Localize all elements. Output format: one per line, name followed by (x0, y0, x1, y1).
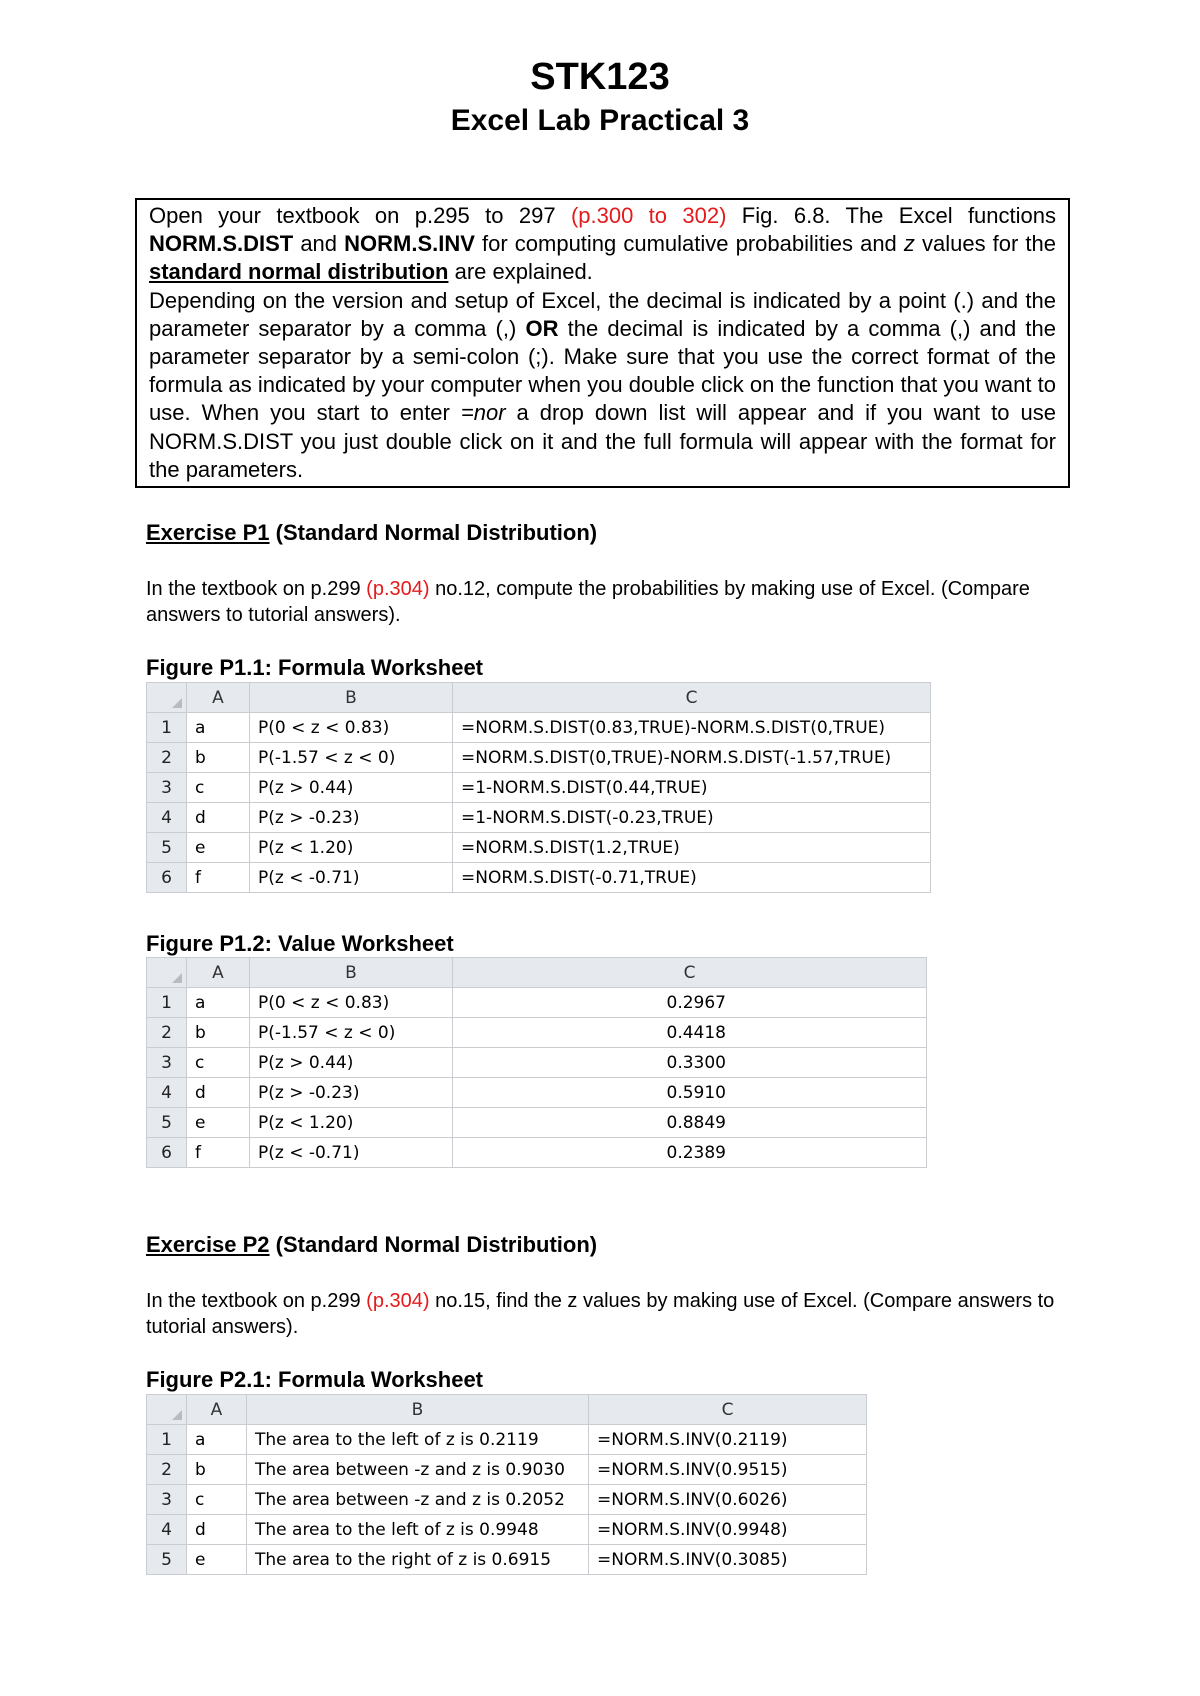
column-header-row (147, 683, 931, 713)
cell-a[interactable]: e (187, 1545, 247, 1575)
cell-c[interactable]: 0.8849 (453, 1108, 927, 1138)
row-header[interactable]: 3 (147, 773, 187, 803)
cell-b[interactable]: P(0 < z < 0.83) (250, 713, 453, 743)
cell-b[interactable]: P(z > 0.44) (250, 1048, 453, 1078)
table-row (147, 1108, 927, 1138)
table-row (147, 773, 931, 803)
cell-a[interactable]: f (187, 1138, 250, 1168)
row-header[interactable]: 5 (147, 1108, 187, 1138)
cell-c[interactable]: =1-NORM.S.DIST(0.44,TRUE) (453, 773, 931, 803)
cell-a[interactable]: a (187, 713, 250, 743)
column-header-c[interactable]: C (453, 958, 927, 988)
standard-normal-term: standard normal distribution (149, 259, 449, 285)
cell-b[interactable]: The area to the right of z is 0.6915 (247, 1545, 589, 1575)
exercise-p2-heading: Exercise P2 (Standard Normal Distribution) (146, 1232, 598, 1257)
table-row (147, 743, 931, 773)
cell-c[interactable]: =NORM.S.DIST(0,TRUE)-NORM.S.DIST(-1.57,TRUE) (453, 743, 931, 773)
cell-b[interactable]: P(z > -0.23) (250, 803, 453, 833)
sheet-p1-formula (146, 682, 931, 893)
table-row (147, 833, 931, 863)
cell-a[interactable]: f (187, 863, 250, 893)
cell-a[interactable]: b (187, 1018, 250, 1048)
figure-p2-1-caption: Figure P2.1: Formula Worksheet (146, 1367, 484, 1392)
cell-a[interactable]: e (187, 1108, 250, 1138)
cell-c[interactable]: =1-NORM.S.DIST(-0.23,TRUE) (453, 803, 931, 833)
course-code: STK123 (530, 56, 670, 98)
row-header[interactable]: 1 (147, 713, 187, 743)
table-row (147, 713, 931, 743)
table-row (147, 1515, 867, 1545)
cell-a[interactable]: d (187, 1078, 250, 1108)
table-row (147, 1425, 867, 1455)
column-header-a[interactable]: A (187, 683, 250, 713)
table-row (147, 1455, 867, 1485)
column-header-a[interactable]: A (187, 1395, 247, 1425)
cell-b[interactable]: P(-1.57 < z < 0) (250, 743, 453, 773)
cell-b[interactable]: P(0 < z < 0.83) (250, 988, 453, 1018)
column-header-a[interactable]: A (187, 958, 250, 988)
cell-c[interactable]: =NORM.S.DIST(0.83,TRUE)-NORM.S.DIST(0,TRUE) (453, 713, 931, 743)
cell-c[interactable]: =NORM.S.INV(0.9948) (589, 1515, 867, 1545)
row-header[interactable]: 2 (147, 1018, 187, 1048)
column-header-row (147, 1395, 867, 1425)
cell-c[interactable]: =NORM.S.DIST(-0.71,TRUE) (453, 863, 931, 893)
cell-b[interactable]: P(z > -0.23) (250, 1078, 453, 1108)
cell-b[interactable]: The area to the left of z is 0.9948 (247, 1515, 589, 1545)
cell-c[interactable]: =NORM.S.INV(0.3085) (589, 1545, 867, 1575)
sheet-p1-value (146, 957, 927, 1168)
cell-a[interactable]: a (187, 1425, 247, 1455)
cell-a[interactable]: c (187, 773, 250, 803)
table-row (147, 1078, 927, 1108)
cell-b[interactable]: The area between -z and z is 0.9030 (247, 1455, 589, 1485)
select-all-corner[interactable] (147, 683, 187, 713)
table-row (147, 1018, 927, 1048)
cell-b[interactable]: P(z < 1.20) (250, 833, 453, 863)
exercise-p1-text: In the textbook on p.299 (p.304) no.12, compute the probabilities by making use of Excel. (Compare answers to tutorial answers). (146, 578, 1030, 626)
row-header[interactable]: 4 (147, 1515, 187, 1545)
row-header[interactable]: 2 (147, 1455, 187, 1485)
cell-c[interactable]: =NORM.S.INV(0.9515) (589, 1455, 867, 1485)
cell-c[interactable]: 0.3300 (453, 1048, 927, 1078)
row-header[interactable]: 6 (147, 1138, 187, 1168)
column-header-b[interactable]: B (247, 1395, 589, 1425)
cell-b[interactable]: P(z < -0.71) (250, 863, 453, 893)
cell-c[interactable]: =NORM.S.DIST(1.2,TRUE) (453, 833, 931, 863)
cell-a[interactable]: c (187, 1048, 250, 1078)
cell-b[interactable]: P(z < 1.20) (250, 1108, 453, 1138)
row-header[interactable]: 1 (147, 1425, 187, 1455)
fn-norm-s-dist: NORM.S.DIST (149, 231, 294, 257)
row-header[interactable]: 5 (147, 1545, 187, 1575)
cell-b[interactable]: The area between -z and z is 0.2052 (247, 1485, 589, 1515)
page-title: Excel Lab Practical 3 (450, 104, 750, 137)
table-row (147, 1545, 867, 1575)
column-header-b[interactable]: B (250, 683, 453, 713)
exercise-p2-text: In the textbook on p.299 (p.304) no.15, find the z values by making use of Excel. (Compare answers to tutorial answers). (146, 1290, 1055, 1338)
row-header[interactable]: 4 (147, 1078, 187, 1108)
select-all-corner[interactable] (147, 1395, 187, 1425)
column-header-row (147, 958, 927, 988)
cell-b[interactable]: The area to the left of z is 0.2119 (247, 1425, 589, 1455)
instruction-box (135, 198, 1070, 488)
select-all-corner[interactable] (147, 958, 187, 988)
row-header[interactable]: 1 (147, 988, 187, 1018)
cell-a[interactable]: b (187, 1455, 247, 1485)
instruction-para-1: Open your textbook on p.295 to 297 (p.300 to 302) Fig. 6.8. The Excel functions NORM.S.DIST and NORM.S.INV for computing cumulative probabilities and z values for the standard normal distribution are explained. (149, 203, 1057, 285)
cell-a[interactable]: e (187, 833, 250, 863)
instruction-para-2: Depending on the version and setup of Excel, the decimal is indicated by a point (.) and the parameter separator by a comma (,) OR the decimal is indicated by a comma (,) and the parameter separator by a semi-colon (;). Make sure that you use the correct format of the formula as indicated by your computer when you double click on the function that you want to use. When you start to enter =nor a drop down list will appear and if you want to use NORM.S.DIST you just double click on it and the full formula will appear with the format for the parameters. (149, 287, 1056, 482)
cell-c[interactable]: 0.2389 (453, 1138, 927, 1168)
figure-p1-1-caption: Figure P1.1: Formula Worksheet (146, 655, 484, 680)
column-header-c[interactable]: C (453, 683, 931, 713)
table-row (147, 803, 931, 833)
cell-a[interactable]: d (187, 803, 250, 833)
figure-p1-2-caption: Figure P1.2: Value Worksheet (146, 931, 454, 956)
cell-c[interactable]: 0.2967 (453, 988, 927, 1018)
cell-c[interactable]: =NORM.S.INV(0.6026) (589, 1485, 867, 1515)
cell-c[interactable]: 0.4418 (453, 1018, 927, 1048)
row-header[interactable]: 3 (147, 1485, 187, 1515)
table-row (147, 1138, 927, 1168)
row-header[interactable]: 2 (147, 743, 187, 773)
row-header[interactable]: 5 (147, 833, 187, 863)
row-header[interactable]: 6 (147, 863, 187, 893)
sheet-p2-formula (146, 1394, 867, 1575)
table-row (147, 1048, 927, 1078)
column-header-c[interactable]: C (589, 1395, 867, 1425)
cell-a[interactable]: b (187, 743, 250, 773)
alt-page-ref: (p.300 to 302) (570, 203, 727, 228)
cell-a[interactable]: d (187, 1515, 247, 1545)
cell-c[interactable]: 0.5910 (453, 1078, 927, 1108)
cell-b[interactable]: P(z < -0.71) (250, 1138, 453, 1168)
table-row (147, 1485, 867, 1515)
row-header[interactable]: 4 (147, 803, 187, 833)
column-header-b[interactable]: B (250, 958, 453, 988)
table-row (147, 863, 931, 893)
fn-norm-s-inv: NORM.S.INV (344, 231, 475, 257)
table-row (147, 988, 927, 1018)
cell-a[interactable]: a (187, 988, 250, 1018)
cell-b[interactable]: P(z > 0.44) (250, 773, 453, 803)
cell-c[interactable]: =NORM.S.INV(0.2119) (589, 1425, 867, 1455)
exercise-p1-heading: Exercise P1 (Standard Normal Distribution) (146, 520, 598, 545)
cell-a[interactable]: c (187, 1485, 247, 1515)
row-header[interactable]: 3 (147, 1048, 187, 1078)
cell-b[interactable]: P(-1.57 < z < 0) (250, 1018, 453, 1048)
